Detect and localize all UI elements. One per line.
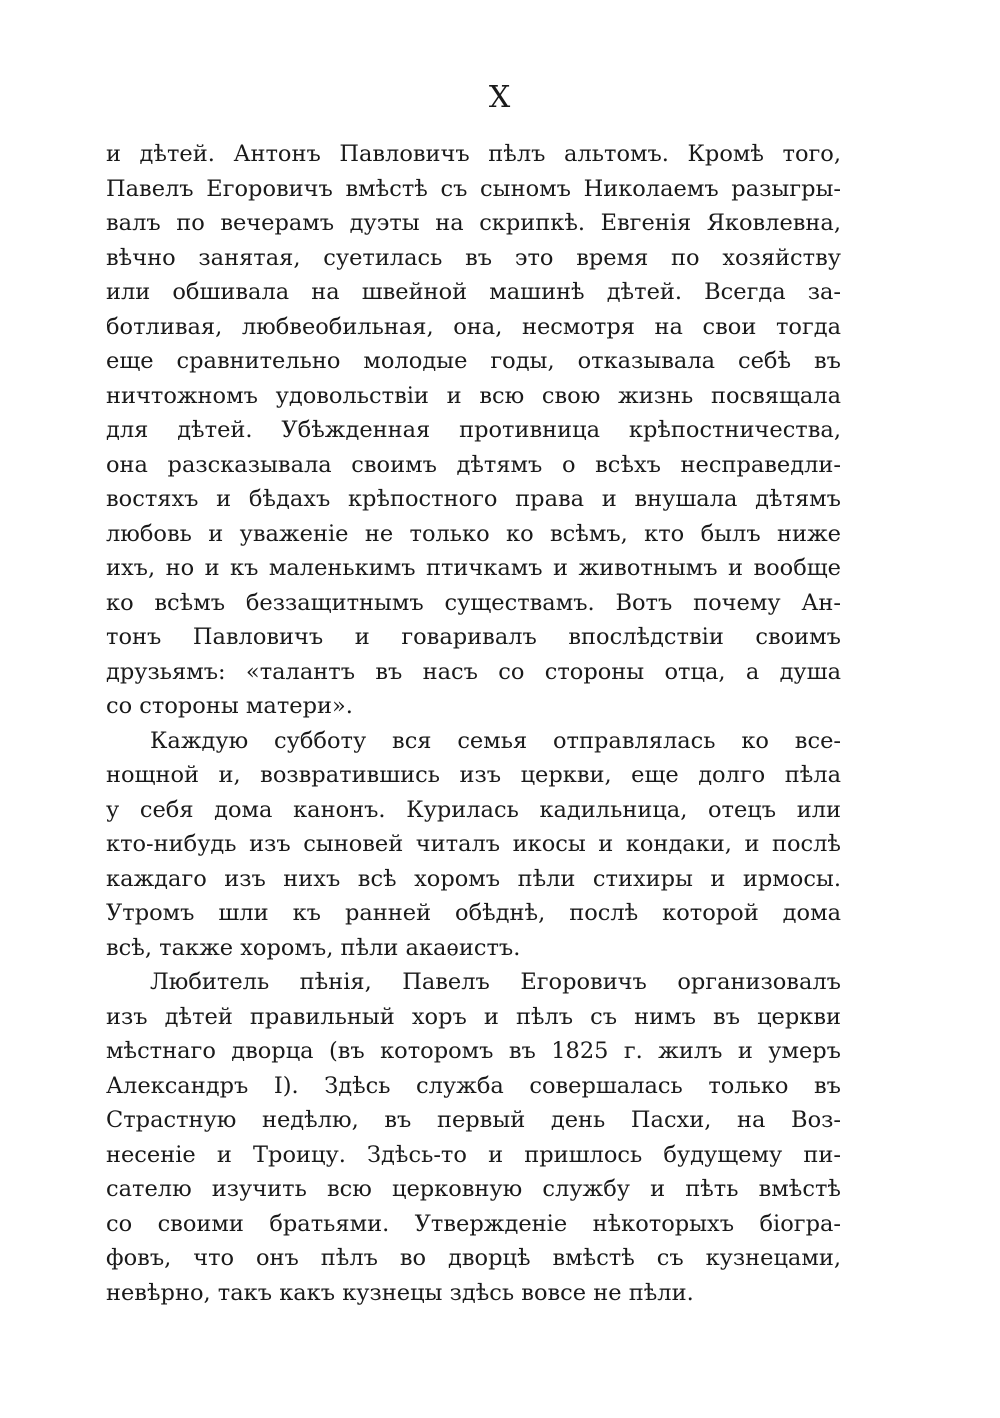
text-line: и дѣтей. Антонъ Павловичъ пѣлъ альтомъ. Кромѣ того,: [106, 141, 841, 167]
text-line: вѣчно занятая, суетилась въ это время по хозяйству: [106, 244, 841, 271]
text-line: всѣ, также хоромъ, пѣли акаѳистъ.: [106, 934, 521, 961]
page-number: X: [488, 80, 512, 115]
text-line: фовъ, что онъ пѣлъ во дворцѣ вмѣстѣ съ кузнецами,: [106, 1245, 841, 1271]
text-line: еще сравнительно молодые годы, отказывала себѣ въ: [106, 348, 841, 374]
paragraph-3: [106, 965, 841, 1310]
paragraph-1: [106, 137, 841, 724]
text-line: друзьямъ: «талантъ въ насъ со стороны отца, а душа: [106, 658, 841, 685]
text-line: со стороны матери».: [106, 693, 353, 719]
text-line: Александръ I). Здѣсь служба совершалась только въ: [106, 1072, 841, 1099]
text-line: сателю изучить всю церковную службу и пѣть вмѣстѣ: [106, 1176, 841, 1202]
text-line: востяхъ и бѣдахъ крѣпостного права и внушала дѣтямъ: [106, 486, 841, 512]
text-line: у себя дома канонъ. Курилась кадильница, отецъ или: [106, 796, 841, 823]
text-line: валъ по вечерамъ дуэты на скрипкѣ. Евгенія Яковлевна,: [106, 210, 841, 236]
text-line: каждаго изъ нихъ всѣ хоромъ пѣли стихиры и ирмосы.: [106, 865, 841, 892]
text-line: ко всѣмъ беззащитнымъ существамъ. Вотъ почему Ан-: [106, 589, 841, 616]
text-line: Павелъ Егоровичъ вмѣстѣ съ сыномъ Николаемъ разыгры-: [106, 175, 841, 202]
text-line: Страстную недѣлю, въ первый день Пасхи, на Воз-: [106, 1107, 841, 1133]
text-line: со своими братьями. Утвержденіе нѣкоторыхъ біогра-: [106, 1210, 841, 1237]
text-line: любовь и уваженіе не только ко всѣмъ, кто былъ ниже: [106, 520, 841, 547]
text-line: мѣстнаго дворца (въ которомъ въ 1825 г. жилъ и умеръ: [106, 1038, 841, 1064]
text-line: ботливая, любвеобильная, она, несмотря на свои тогда: [106, 313, 841, 340]
text-line: тонъ Павловичъ и говаривалъ впослѣдствіи своимъ: [106, 624, 841, 650]
text-line: или обшивала на швейной машинѣ дѣтей. Всегда за-: [106, 279, 841, 305]
text-line: ничтожномъ удовольствіи и всю свою жизнь посвящала: [106, 382, 841, 409]
paragraph-2: [106, 724, 841, 966]
text-line: изъ дѣтей правильный хоръ и пѣлъ съ нимъ въ церкви: [106, 1003, 841, 1030]
body-text: [106, 137, 841, 1310]
text-line: невѣрно, такъ какъ кузнецы здѣсь вовсе не пѣли.: [106, 1279, 694, 1306]
text-line: нощной и, возвратившись изъ церкви, еще долго пѣла: [106, 762, 841, 788]
text-line: кто-нибудь изъ сыновей читалъ икосы и кондаки, и послѣ: [106, 831, 841, 857]
text-line: она разсказывала своимъ дѣтямъ о всѣхъ несправедли-: [106, 451, 841, 478]
text-line: ихъ, но и къ маленькимъ птичкамъ и животнымъ и вообще: [106, 555, 841, 581]
text-line: Каждую субботу вся семья отправлялась ко все-: [150, 727, 841, 754]
text-line: несеніе и Троицу. Здѣсь-то и пришлось будущему пи-: [106, 1141, 841, 1168]
text-line: Любитель пѣнія, Павелъ Егоровичъ организовалъ: [150, 969, 841, 995]
text-line: Утромъ шли къ ранней обѣднѣ, послѣ которой дома: [106, 900, 841, 926]
text-line: для дѣтей. Убѣжденная противница крѣпостничества,: [106, 417, 841, 443]
